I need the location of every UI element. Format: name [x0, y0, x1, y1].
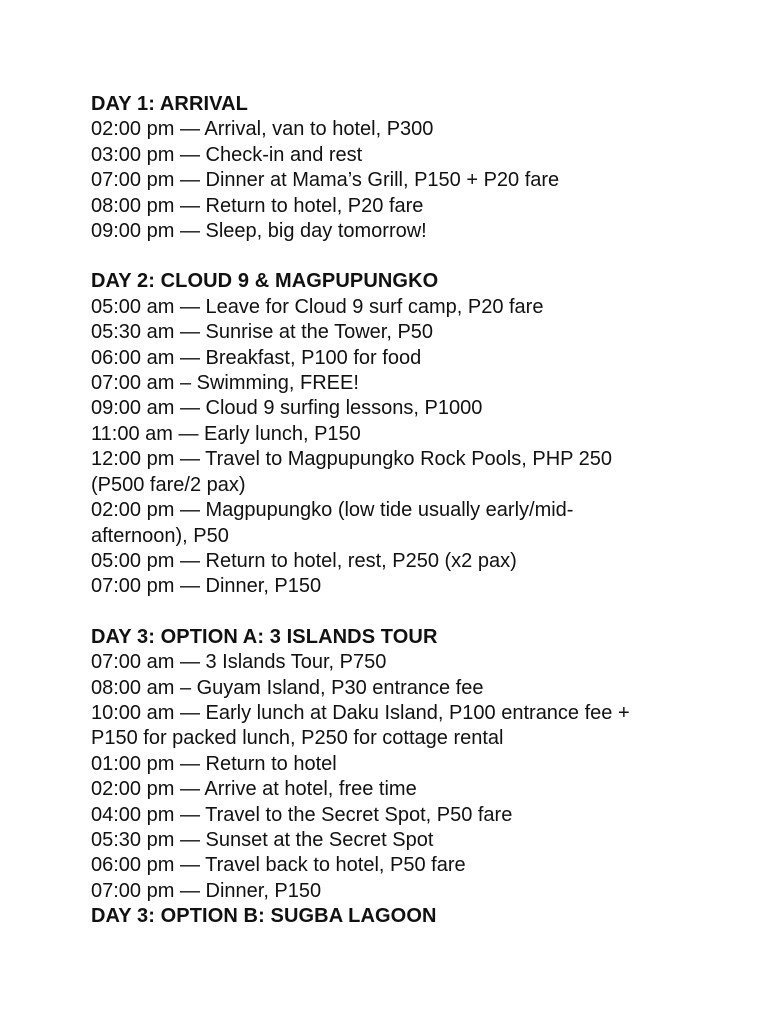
day-1-section — [91, 92, 751, 244]
section-spacer — [91, 244, 751, 269]
itinerary-line: 09:00 am — Cloud 9 surfing lessons, P1000 — [91, 397, 483, 420]
itinerary-line: 06:00 pm — Travel back to hotel, P50 fare — [91, 854, 466, 877]
itinerary-line: 07:00 am – Swimming, FREE! — [91, 372, 359, 395]
itinerary-line: 08:00 pm — Return to hotel, P20 fare — [91, 194, 424, 217]
itinerary-line: 11:00 am — Early lunch, P150 — [91, 422, 361, 445]
section-heading: DAY 3: OPTION A: 3 ISLANDS TOUR — [91, 625, 438, 648]
itinerary-line: 08:00 am – Guyam Island, P30 entrance fee — [91, 676, 484, 699]
itinerary-line: 07:00 pm — Dinner at Mama’s Grill, P150 + P20 fare — [91, 169, 560, 192]
itinerary-line: 02:00 pm — Magpupungko (low tide usually early/mid- — [91, 499, 574, 522]
day-2-section — [91, 269, 751, 599]
itinerary-line: 07:00 pm — Dinner, P150 — [91, 879, 322, 902]
day-3-option-b-section — [91, 904, 751, 929]
itinerary-line: 07:00 pm — Dinner, P150 — [91, 575, 322, 598]
itinerary-line: 09:00 pm — Sleep, big day tomorrow! — [91, 220, 427, 243]
itinerary-line: 05:00 pm — Return to hotel, rest, P250 (x2 pax) — [91, 549, 517, 572]
itinerary-line: 03:00 pm — Check-in and rest — [91, 143, 363, 166]
itinerary-line: 02:00 pm — Arrive at hotel, free time — [91, 778, 417, 801]
itinerary-line: 05:30 am — Sunrise at the Tower, P50 — [91, 321, 434, 344]
itinerary-line: P150 for packed lunch, P250 for cottage rental — [91, 727, 504, 750]
itinerary-line: 04:00 pm — Travel to the Secret Spot, P50 fare — [91, 803, 513, 826]
itinerary-line: afternoon), P50 — [91, 524, 229, 547]
day-3-option-a-section — [91, 625, 751, 904]
itinerary-document — [91, 92, 751, 930]
itinerary-line: 05:30 pm — Sunset at the Secret Spot — [91, 828, 434, 851]
section-heading: DAY 1: ARRIVAL — [91, 93, 248, 115]
itinerary-line: 07:00 am — 3 Islands Tour, P750 — [91, 651, 387, 674]
itinerary-line: 02:00 pm — Arrival, van to hotel, P300 — [91, 118, 434, 141]
section-heading: DAY 2: CLOUD 9 & MAGPUPUNGKO — [91, 270, 439, 293]
itinerary-line: 10:00 am — Early lunch at Daku Island, P100 entrance fee + — [91, 701, 630, 724]
itinerary-line: 01:00 pm — Return to hotel — [91, 752, 337, 775]
itinerary-line: 12:00 pm — Travel to Magpupungko Rock Pools, PHP 250 — [91, 448, 613, 471]
itinerary-line: 05:00 am — Leave for Cloud 9 surf camp, P20 fare — [91, 295, 544, 318]
itinerary-line: (P500 fare/2 pax) — [91, 473, 246, 496]
section-heading: DAY 3: OPTION B: SUGBA LAGOON — [91, 905, 437, 928]
section-spacer — [91, 600, 751, 625]
itinerary-line: 06:00 am — Breakfast, P100 for food — [91, 346, 422, 369]
